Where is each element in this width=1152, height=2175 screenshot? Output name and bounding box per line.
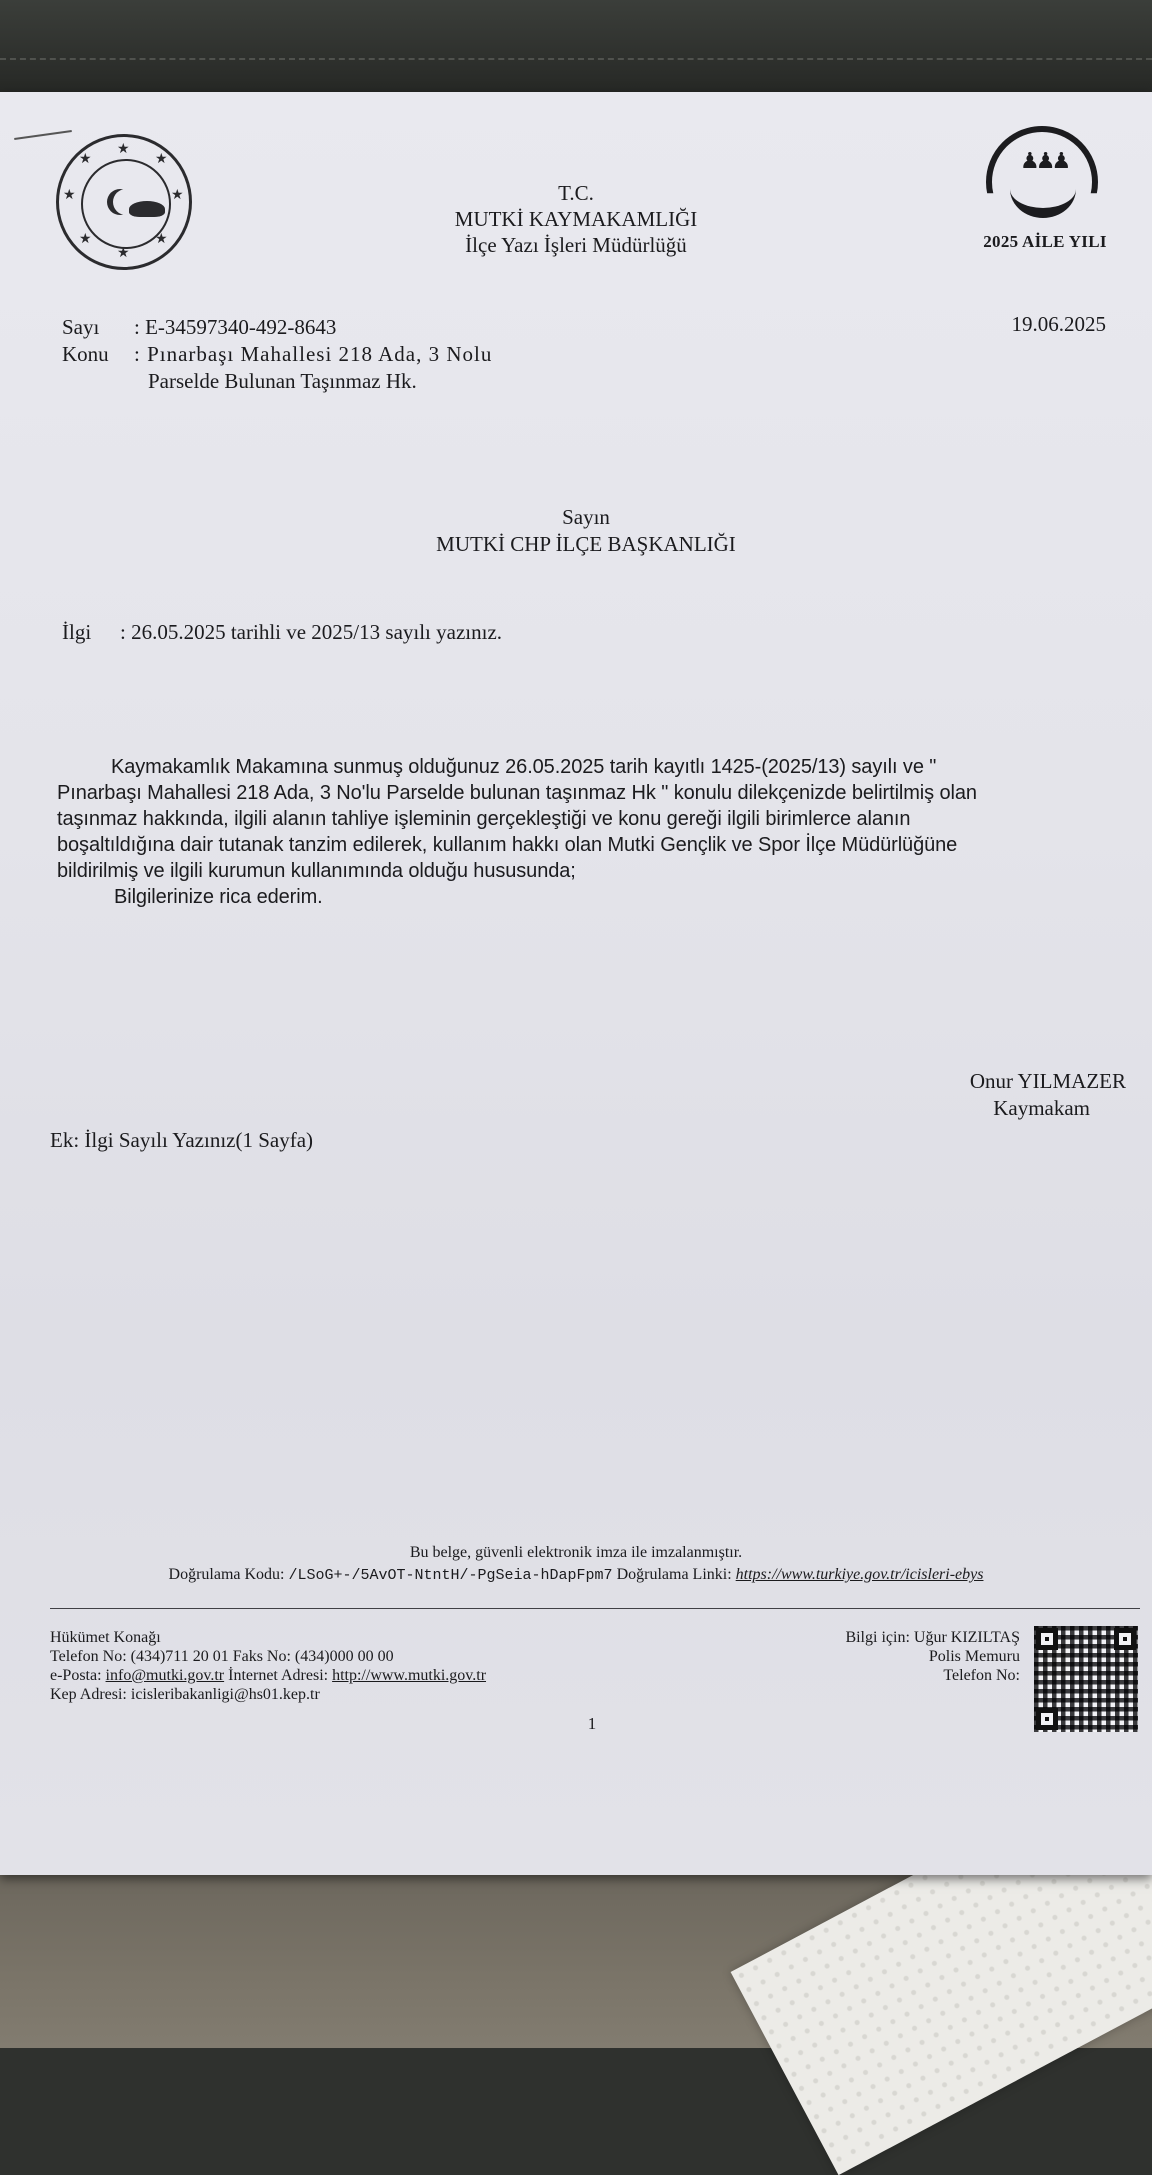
body-line-4: boşaltıldığına dair tutanak tanzim edilerek, kullanım hakkı olan Mutki Gençlik ve Spor İlçe Müdürlüğüne	[57, 834, 958, 856]
footer-address: Hükümet Konağı	[50, 1629, 161, 1646]
footer-email-label: e-Posta:	[50, 1667, 102, 1684]
letterhead-tc: T.C.	[558, 181, 594, 205]
footer-web-label: İnternet Adresi:	[228, 1667, 329, 1684]
pen-mark	[14, 130, 72, 140]
sayi-value: : E-34597340-492-8643	[134, 315, 337, 339]
ministry-seal-icon: ★ ★ ★ ★ ★ ★ ★ ★	[56, 134, 192, 270]
info-title: Polis Memuru	[928, 1648, 1020, 1665]
body-line-3: taşınmaz hakkında, ilgili alanın tahliye işleminin gerçekleştiği ve konu gereği ilgili birimlerce alanın	[57, 808, 911, 830]
konu-line-1: : Pınarbaşı Mahallesi 218 Ada, 3 Nolu	[134, 342, 493, 366]
verification-link-label: Doğrulama Linki:	[616, 1566, 732, 1583]
footer-email-web	[50, 1666, 486, 1685]
footer-kep: Kep Adresi: icisleribakanligi@hs01.kep.tr	[50, 1686, 320, 1703]
info-contact: Bilgi için: Uğur KIZILTAŞ	[845, 1629, 1020, 1646]
ilgi-value: : 26.05.2025 tarihli ve 2025/13 sayılı yazınız.	[120, 620, 503, 644]
konu-label: Konu	[62, 342, 109, 366]
addressee-salutation: Sayın	[562, 505, 610, 529]
family-year-label: 2025 AİLE YILI	[983, 232, 1107, 251]
body-line-5: bildirilmiş ve ilgili kurumun kullanımında olduğu hususunda;	[57, 860, 576, 882]
signer-block	[970, 1068, 1126, 1122]
letterhead-department: İlçe Yazı İşleri Müdürlüğü	[465, 233, 687, 257]
verification-code: /LSoG+-/5AvOT-NtntH/-PgSeia-hDapFpm7	[288, 1567, 613, 1584]
signer-name: Onur YILMAZER	[969, 1069, 1126, 1093]
letterhead-office: MUTKİ KAYMAKAMLIĞI	[454, 207, 698, 231]
info-phone: Telefon No:	[943, 1667, 1020, 1684]
document-page	[0, 92, 1152, 1875]
footer-contact	[50, 1628, 486, 1704]
footer-info	[845, 1628, 1020, 1685]
ilgi-label: İlgi	[62, 620, 92, 644]
footer-divider	[50, 1608, 1140, 1609]
letter-body	[57, 754, 1152, 910]
document-date: 19.06.2025	[1011, 312, 1106, 336]
signer-title: Kaymakam	[993, 1096, 1090, 1120]
addressee-block	[0, 504, 1152, 558]
sayi-label: Sayı	[62, 315, 100, 339]
verification-code-label: Doğrulama Kodu:	[168, 1566, 285, 1583]
konu-line-2: Parselde Bulunan Taşınmaz Hk.	[148, 369, 417, 393]
family-year-logo-icon: ♟♟♟	[980, 120, 1110, 250]
body-line-1: Kaymakamlık Makamına sunmuş olduğunuz 26.05.2025 tarih kayıtlı 1425-(2025/13) sayılı ve "	[111, 756, 937, 778]
body-line-2: Pınarbaşı Mahallesi 218 Ada, 3 No'lu Parselde bulunan taşınmaz Hk " konulu dilekçenizde belirtilmiş olan	[57, 782, 977, 804]
page-number: 1	[587, 1714, 597, 1733]
verification-link[interactable]: https://www.turkiye.gov.tr/icisleri-ebys	[735, 1566, 984, 1583]
attachment-note: Ek: İlgi Sayılı Yazınız(1 Sayfa)	[50, 1128, 314, 1152]
footer-phone: Telefon No: (434)711 20 01 Faks No: (434)000 00 00	[50, 1648, 394, 1665]
addressee-name: MUTKİ CHP İLÇE BAŞKANLIĞI	[436, 532, 736, 556]
verification-line	[0, 1566, 1152, 1584]
footer-email-link[interactable]: info@mutki.gov.tr	[105, 1667, 225, 1684]
footer-web-link[interactable]: http://www.mutki.gov.tr	[332, 1667, 487, 1684]
body-closing: Bilgilerinize rica ederim.	[114, 886, 323, 908]
esignature-notice: Bu belge, güvenli elektronik imza ile imzalanmıştır.	[409, 1544, 743, 1561]
letterhead	[0, 180, 1152, 258]
leather-stitching	[0, 58, 1152, 60]
